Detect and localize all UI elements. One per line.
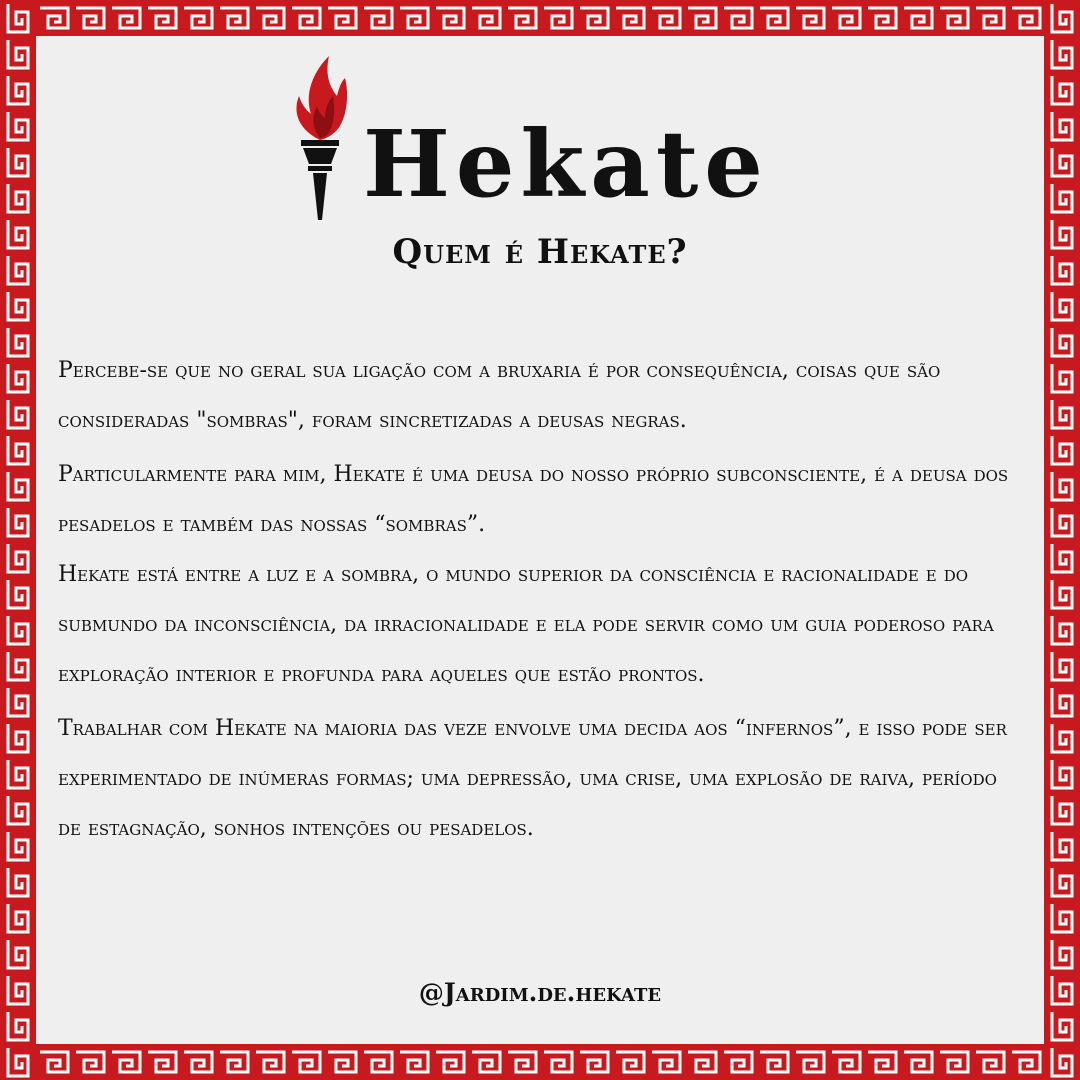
social-handle: @Jardim.de.hekate xyxy=(418,978,662,1007)
logo xyxy=(285,52,769,227)
greek-key-border-right xyxy=(1044,0,1080,1080)
article-body xyxy=(58,346,1022,858)
paragraph: Trabalhar com Hekate na maioria das veze envolve uma decida aos “infernos”, e isso pode ser experimentado de inúmeras formas; uma depressão, uma crise, uma explosão de raiva, período de estagnação, sonhos intenções ou pesadelos. xyxy=(58,716,1007,841)
torch-icon xyxy=(285,52,355,224)
page-subtitle: Quem é Hekate? xyxy=(392,232,688,272)
paragraph: Particularmente para mim, Hekate é uma deusa do nosso próprio subconsciente, é a deusa dos pesadelos e também das nossas “sombras”. xyxy=(58,462,1009,537)
brand-title: Hekate xyxy=(363,110,769,218)
paragraph: Hekate está entre a luz e a sombra, o mundo superior da consciência e racionalidade e do submundo da inconsciência, da irracionalidade e ela pode servir como um guia poderoso para exploração interior e profunda para aqueles que estão prontos. xyxy=(58,562,994,687)
greek-key-border-bottom xyxy=(0,1044,1080,1080)
greek-key-border-top xyxy=(0,0,1080,36)
greek-key-border-left xyxy=(0,0,36,1080)
paragraph: Percebe-se que no geral sua ligação com a bruxaria é por consequência, coisas que são consideradas "sombras", foram sincretizadas a deusas negras. xyxy=(58,358,941,433)
